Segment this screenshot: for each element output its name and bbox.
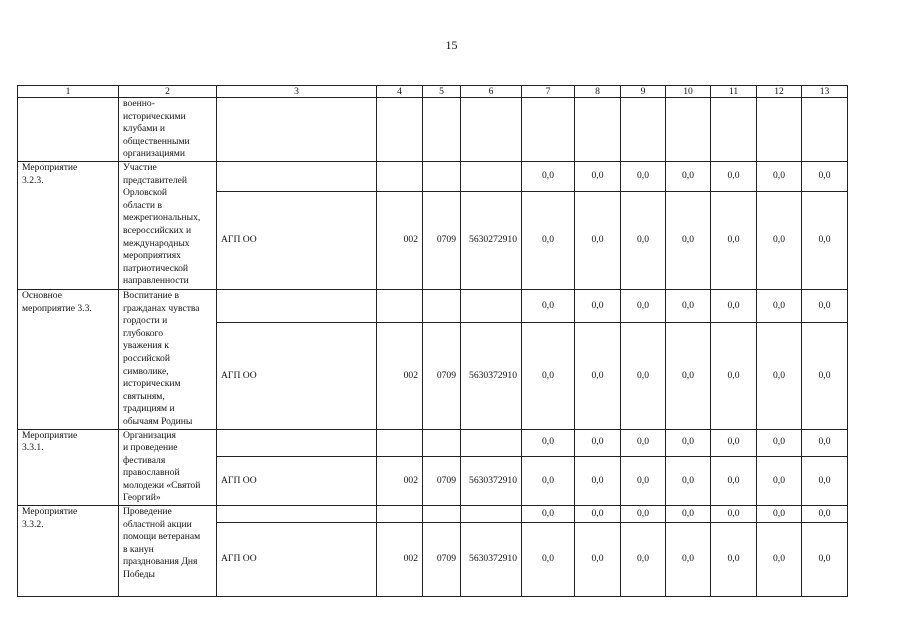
column-header: 2: [119, 86, 217, 98]
column-header: 6: [461, 86, 522, 98]
value-cell: 0,0: [757, 457, 802, 506]
column-header: 12: [757, 86, 802, 98]
csr-code-cell: 5630372910: [461, 323, 522, 429]
total-value-cell: 0,0: [802, 289, 848, 322]
empty-cell: [711, 98, 757, 162]
executor-cell: АГП ОО: [217, 323, 377, 429]
column-header: 10: [666, 86, 711, 98]
empty-cell: [217, 98, 377, 162]
measure-name: Основное мероприятие 3.3.: [18, 289, 119, 429]
measure-name: Мероприятие 3.3.1.: [18, 429, 119, 506]
total-value-cell: 0,0: [666, 506, 711, 523]
total-value-cell: 0,0: [522, 161, 575, 191]
measure-description: Участие представителей Орловской области в межрегиональных, всероссийских и международных мероприятиях патриотической направленности: [119, 161, 217, 289]
measure-description: Организация и проведение фестиваля православной молодежи «Святой Георгий»: [119, 429, 217, 506]
rz-pr-code-cell: 0709: [423, 323, 461, 429]
column-header: 3: [217, 86, 377, 98]
section-total-row: [18, 161, 848, 191]
value-cell: 0,0: [666, 457, 711, 506]
value-cell: 0,0: [802, 457, 848, 506]
page-number: 15: [445, 38, 458, 52]
executor-cell: АГП ОО: [217, 523, 377, 597]
value-cell: 0,0: [522, 457, 575, 506]
column-header: 13: [802, 86, 848, 98]
value-cell: 0,0: [621, 191, 666, 289]
section-total-row: [18, 506, 848, 523]
csr-code-cell: 5630372910: [461, 523, 522, 597]
csr-code-cell: 5630372910: [461, 457, 522, 506]
total-value-cell: 0,0: [711, 506, 757, 523]
value-cell: 0,0: [757, 523, 802, 597]
total-value-cell: 0,0: [802, 161, 848, 191]
column-header: 5: [423, 86, 461, 98]
budget-table: [17, 85, 848, 597]
value-cell: 0,0: [621, 323, 666, 429]
total-value-cell: 0,0: [757, 429, 802, 457]
empty-cell: [377, 429, 423, 457]
measure-description: Проведение областной акции помощи ветеранам в канун празднования Дня Победы: [119, 506, 217, 597]
total-value-cell: 0,0: [711, 429, 757, 457]
measure-name: Мероприятие 3.2.3.: [18, 161, 119, 289]
total-value-cell: 0,0: [711, 161, 757, 191]
grbs-code-cell: 002: [377, 323, 423, 429]
total-value-cell: 0,0: [621, 506, 666, 523]
empty-cell: [461, 161, 522, 191]
total-value-cell: 0,0: [666, 289, 711, 322]
continuation-row: [18, 98, 848, 162]
total-value-cell: 0,0: [522, 429, 575, 457]
empty-cell: [217, 289, 377, 322]
empty-cell: [666, 98, 711, 162]
csr-code-cell: 5630272910: [461, 191, 522, 289]
total-value-cell: 0,0: [711, 289, 757, 322]
empty-cell: [217, 506, 377, 523]
measure-description: Воспитание в гражданах чувства гордости и глубокого уважения к российской символике, историческим святыням, традициям и обычаям Родины: [119, 289, 217, 429]
value-cell: 0,0: [666, 523, 711, 597]
value-cell: 0,0: [575, 191, 621, 289]
column-header: 8: [575, 86, 621, 98]
empty-cell: [575, 98, 621, 162]
empty-cell: [217, 429, 377, 457]
value-cell: 0,0: [757, 191, 802, 289]
value-cell: 0,0: [621, 457, 666, 506]
value-cell: 0,0: [575, 457, 621, 506]
value-cell: 0,0: [711, 457, 757, 506]
rz-pr-code-cell: 0709: [423, 191, 461, 289]
total-value-cell: 0,0: [522, 289, 575, 322]
total-value-cell: 0,0: [621, 161, 666, 191]
column-header: 11: [711, 86, 757, 98]
measure-name: Мероприятие 3.3.2.: [18, 506, 119, 597]
value-cell: 0,0: [711, 523, 757, 597]
total-value-cell: 0,0: [575, 289, 621, 322]
continuation-text: военно- историческими клубами и общественными организациями: [119, 98, 217, 162]
rz-pr-code-cell: 0709: [423, 523, 461, 597]
value-cell: 0,0: [621, 523, 666, 597]
total-value-cell: 0,0: [666, 429, 711, 457]
empty-cell: [377, 98, 423, 162]
empty-cell: [423, 98, 461, 162]
section-total-row: [18, 289, 848, 322]
column-header-row: [18, 86, 848, 98]
total-value-cell: 0,0: [802, 429, 848, 457]
value-cell: 0,0: [802, 323, 848, 429]
value-cell: 0,0: [757, 323, 802, 429]
value-cell: 0,0: [522, 191, 575, 289]
empty-cell: [377, 289, 423, 322]
empty-cell: [423, 429, 461, 457]
empty-cell: [423, 506, 461, 523]
column-header: 7: [522, 86, 575, 98]
total-value-cell: 0,0: [575, 506, 621, 523]
value-cell: 0,0: [575, 323, 621, 429]
column-header: 4: [377, 86, 423, 98]
value-cell: 0,0: [522, 523, 575, 597]
value-cell: 0,0: [802, 191, 848, 289]
empty-cell: [757, 98, 802, 162]
total-value-cell: 0,0: [522, 506, 575, 523]
value-cell: 0,0: [666, 323, 711, 429]
empty-cell: [217, 161, 377, 191]
empty-cell: [377, 506, 423, 523]
total-value-cell: 0,0: [757, 289, 802, 322]
column-header: 9: [621, 86, 666, 98]
grbs-code-cell: 002: [377, 523, 423, 597]
total-value-cell: 0,0: [757, 506, 802, 523]
empty-cell: [461, 289, 522, 322]
total-value-cell: 0,0: [621, 289, 666, 322]
empty-cell: [377, 161, 423, 191]
executor-cell: АГП ОО: [217, 191, 377, 289]
empty-cell: [18, 98, 119, 162]
section-total-row: [18, 429, 848, 457]
empty-cell: [461, 506, 522, 523]
value-cell: 0,0: [522, 323, 575, 429]
total-value-cell: 0,0: [802, 506, 848, 523]
empty-cell: [423, 289, 461, 322]
value-cell: 0,0: [802, 523, 848, 597]
empty-cell: [802, 98, 848, 162]
empty-cell: [522, 98, 575, 162]
grbs-code-cell: 002: [377, 457, 423, 506]
value-cell: 0,0: [666, 191, 711, 289]
column-header: 1: [18, 86, 119, 98]
value-cell: 0,0: [711, 191, 757, 289]
empty-cell: [461, 98, 522, 162]
value-cell: 0,0: [711, 323, 757, 429]
total-value-cell: 0,0: [575, 429, 621, 457]
rz-pr-code-cell: 0709: [423, 457, 461, 506]
total-value-cell: 0,0: [575, 161, 621, 191]
empty-cell: [621, 98, 666, 162]
empty-cell: [423, 161, 461, 191]
value-cell: 0,0: [575, 523, 621, 597]
total-value-cell: 0,0: [621, 429, 666, 457]
total-value-cell: 0,0: [666, 161, 711, 191]
executor-cell: АГП ОО: [217, 457, 377, 506]
total-value-cell: 0,0: [757, 161, 802, 191]
grbs-code-cell: 002: [377, 191, 423, 289]
empty-cell: [461, 429, 522, 457]
